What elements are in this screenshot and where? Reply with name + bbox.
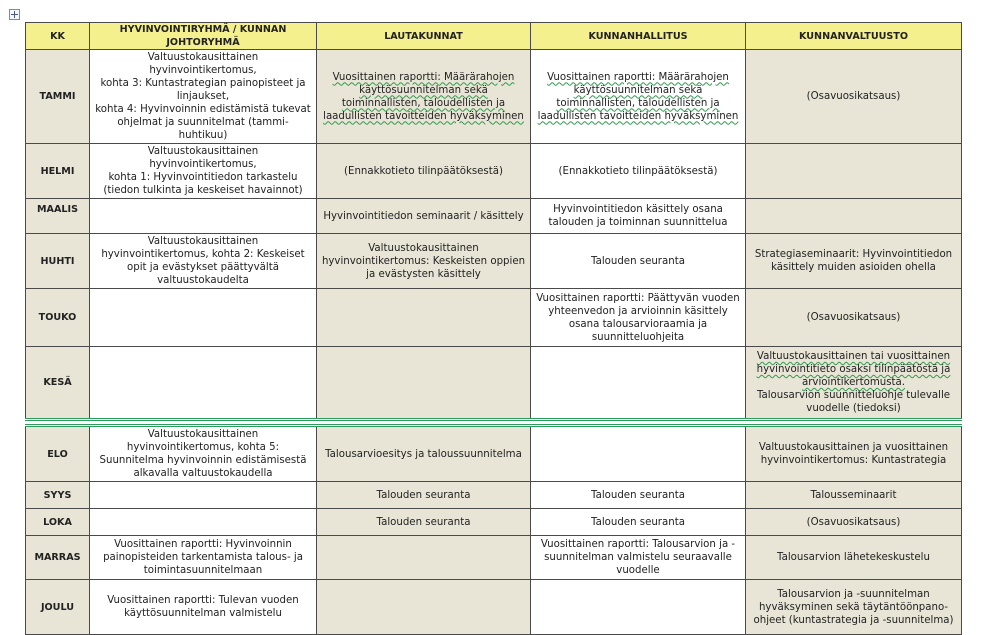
government-cell (531, 580, 746, 635)
boards-cell: Talousarvioesitys ja taloussuunnitelma (317, 426, 531, 482)
header-boards: LAUTAKUNNAT (317, 23, 531, 50)
group-cell (90, 199, 317, 234)
group-line: Valtuustokausittainen hyvinvointikertomus, (147, 146, 259, 170)
table-row (26, 509, 962, 536)
council-cell: Talousseminaarit (746, 482, 962, 509)
month-cell: KESÄ (26, 347, 90, 420)
boards-cell (317, 347, 531, 420)
month-cell: SYYS (26, 482, 90, 509)
table-row (26, 289, 962, 347)
table-move-handle-icon[interactable] (9, 9, 20, 20)
boards-cell: Valtuustokausittainen hyvinvointikertomus: Keskeisten oppien ja evästysten käsittely (317, 234, 531, 289)
government-cell (531, 347, 746, 420)
group-line: Valtuustokausittainen hyvinvointikertomus, (147, 52, 259, 76)
government-cell: Vuosittainen raportti: Päättyvän vuoden yhteenvedon ja arvioinnin käsittely osana talousarvioraamia ja suunnitteluohjeita (531, 289, 746, 347)
boards-cell: Talouden seuranta (317, 509, 531, 536)
group-line: kohta 3: Kuntastrategian painopisteet ja linjaukset, (100, 78, 306, 102)
table-row (26, 580, 962, 635)
month-cell: LOKA (26, 509, 90, 536)
group-line: (tiedon tulkinta ja keskeiset havainnot) (103, 185, 303, 196)
boards-cell (317, 536, 531, 580)
month-cell: HELMI (26, 144, 90, 199)
annual-planning-table (25, 22, 962, 635)
table-row (26, 482, 962, 509)
month-cell: TOUKO (26, 289, 90, 347)
council-text: Talousarvion suunnitteluohje tulevalle vuodelle (tiedoksi) (756, 390, 951, 414)
council-cell (746, 199, 962, 234)
month-cell: ELO (26, 426, 90, 482)
boards-text: Vuosittainen raportti: Määrärahojen käyttösuunnitelman sekä toiminnallisten, taloudellisten ja laadullisten tavoitteiden hyväksyminen (323, 71, 524, 122)
government-cell (531, 426, 746, 482)
government-text: Vuosittainen raportti: Määrärahojen käyttösuunnitelman sekä toiminnallisten, taloudellisten ja laadullisten tavoitteiden hyväksyminen (537, 71, 739, 122)
council-cell: Talousarvion lähetekeskustelu (746, 536, 962, 580)
council-cell: (Osavuosikatsaus) (746, 50, 962, 144)
month-cell: JOULU (26, 580, 90, 635)
boards-cell (317, 50, 531, 144)
month-cell: TAMMI (26, 50, 90, 144)
table-row (26, 144, 962, 199)
table-row (26, 50, 962, 144)
header-row (26, 23, 962, 50)
header-group: HYVINVOINTIRYHMÄ / KUNNAN JOHTORYHMÄ (90, 23, 317, 50)
boards-cell (317, 580, 531, 635)
table-row (26, 347, 962, 420)
council-cell (746, 144, 962, 199)
council-cell: Strategiaseminaarit: Hyvinvointitiedon käsittely muiden asioiden ohella (746, 234, 962, 289)
group-cell (90, 347, 317, 420)
council-cell (746, 347, 962, 420)
month-cell: MAALIS (26, 199, 90, 234)
header-kk: KK (26, 23, 90, 50)
government-cell: (Ennakkotieto tilinpäätöksestä) (531, 144, 746, 199)
month-cell: HUHTI (26, 234, 90, 289)
government-cell (531, 50, 746, 144)
table-row (26, 536, 962, 580)
government-cell: Hyvinvointitiedon käsittely osana talouden ja toiminnan suunnittelua (531, 199, 746, 234)
government-cell: Talouden seuranta (531, 482, 746, 509)
council-cell: (Osavuosikatsaus) (746, 509, 962, 536)
group-cell (90, 289, 317, 347)
group-cell: Valtuustokausittainen hyvinvointikertomus, kohta 5: Suunnitelma hyvinvoinnin edistämisestä alkavalla valtuustokaudella (90, 426, 317, 482)
header-government: KUNNANHALLITUS (531, 23, 746, 50)
group-cell (90, 144, 317, 199)
table-row (26, 426, 962, 482)
council-cell: Talousarvion ja -suunnitelman hyväksyminen sekä täytäntöönpano-ohjeet (kuntastrategia ja -suunnitelma) (746, 580, 962, 635)
group-line: kohta 1: Hyvinvointitiedon tarkastelu (108, 172, 298, 183)
council-cell: Valtuustokausittainen ja vuosittainen hyvinvointikertomus: Kuntastrategia (746, 426, 962, 482)
boards-cell: Talouden seuranta (317, 482, 531, 509)
government-cell: Vuosittainen raportti: Talousarvion ja -suunnitelman valmistelu seuraavalle vuodelle (531, 536, 746, 580)
boards-cell: Hyvinvointitiedon seminaarit / käsittely (317, 199, 531, 234)
group-cell: Vuosittainen raportti: Hyvinvoinnin painopisteiden tarkentamista talous- ja toimintasuunnitelmaan (90, 536, 317, 580)
group-cell (90, 482, 317, 509)
group-line: kohta 4: Hyvinvoinnin edistämistä tukevat ohjelmat ja suunnitelmat (tammi-huhtikuu) (95, 104, 311, 141)
group-cell: Vuosittainen raportti: Tulevan vuoden käyttösuunnitelman valmistelu (90, 580, 317, 635)
table-row (26, 234, 962, 289)
header-council: KUNNANVALTUUSTO (746, 23, 962, 50)
government-cell: Talouden seuranta (531, 509, 746, 536)
boards-cell: (Ennakkotieto tilinpäätöksestä) (317, 144, 531, 199)
council-text-underlined: Valtuustokausittainen tai vuosittainen hyvinvointitieto osaksi tilinpäätöstä ja arviointikertomusta. (756, 351, 951, 388)
table-row (26, 199, 962, 234)
group-cell: Valtuustokausittainen hyvinvointikertomus, kohta 2: Keskeiset opit ja evästykset päättyvältä valtuustokaudelta (90, 234, 317, 289)
group-cell (90, 50, 317, 144)
government-cell: Talouden seuranta (531, 234, 746, 289)
month-cell: MARRAS (26, 536, 90, 580)
boards-cell (317, 289, 531, 347)
council-cell: (Osavuosikatsaus) (746, 289, 962, 347)
group-cell (90, 509, 317, 536)
